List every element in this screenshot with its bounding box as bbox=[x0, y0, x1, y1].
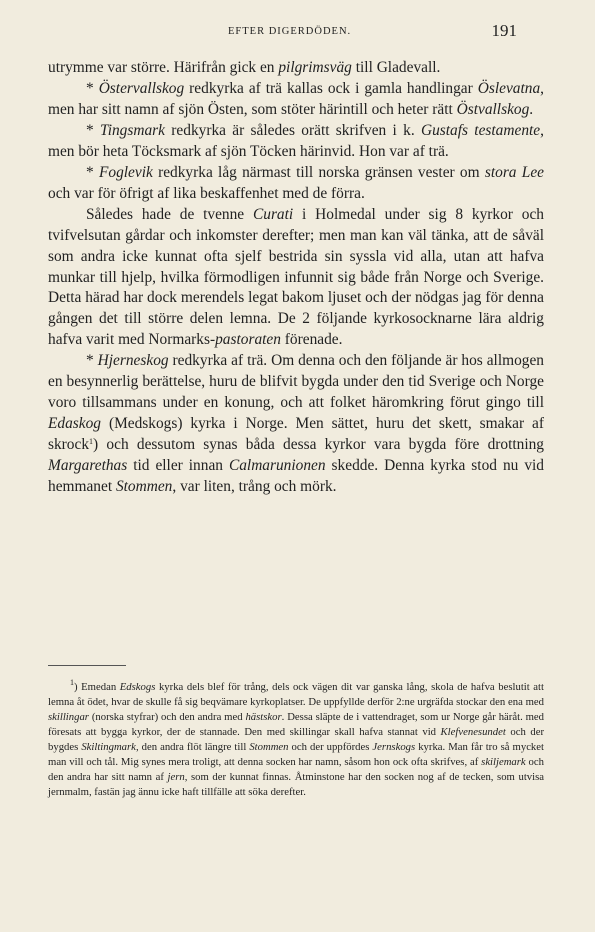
text-run: kyrka dels blef för trång, dels ock vägen dit var ganska lång, skola de hafva beslutit att lemna åt ödet, hvar de skulle få sig beqvämare kyrkoplatser. De uppfyllde derför 2:ne urgräfda stockar den ena med bbox=[48, 681, 544, 708]
text-run: kyrka. Man får tro så mycket man vill och tål. Mig synes mera troligt, att denna socken har namn, såsom hon ock ofta skrifves, af bbox=[48, 741, 544, 768]
paragraph bbox=[48, 163, 544, 205]
italic-text: pilgrimsväg bbox=[278, 59, 352, 76]
italic-text: Klefvenesundet bbox=[440, 726, 506, 738]
text-run: ) och dessutom synas båda dessa kyrkor vara bygda före drottning bbox=[93, 436, 544, 454]
text-run: i Holmedal under sig 8 kyrkor och tvifvelsutan gårdar och inkomster derefter; men man kan väl tänka, att de såväl som andra icke kunnat ofta sjelf bestrida sin syssla vid alla, utan att hafva munkar till hjelp, hvilka förmodligen infunnit sig både från Norge och Sverige. Detta härad har dock merendels legat bakom ljuset och der nödgas jag för denna gången det till större delen lemna. De 2 följande kyrkosocknarne lära aldrig hafva varit med Normarks- bbox=[48, 205, 544, 349]
text-run: * bbox=[86, 352, 98, 370]
text-run: till Gladevall. bbox=[351, 59, 441, 76]
italic-text: Jernskogs bbox=[372, 741, 416, 753]
body-text bbox=[48, 58, 544, 498]
italic-text: Stommen bbox=[115, 478, 173, 496]
text-run: , men har sitt namn af sjön Östen, som stöter härintill och heter rätt bbox=[48, 79, 544, 118]
paragraph bbox=[48, 205, 544, 352]
italic-text: Curati bbox=[252, 205, 294, 223]
text-run: (Medskogs) kyrka i Norge. Men sättet, huru det skett, smakar af skrock bbox=[48, 415, 544, 454]
italic-text: Östvallskog bbox=[456, 100, 530, 118]
italic-text: Hjerneskog bbox=[97, 352, 169, 370]
italic-text: Gustafs testamente bbox=[420, 121, 541, 139]
italic-text: skillingar bbox=[48, 711, 89, 723]
text-run: * bbox=[86, 121, 100, 139]
footnote bbox=[48, 680, 544, 800]
paragraph bbox=[48, 121, 544, 163]
text-run: och var för öfrigt af lika beskaffenhet med de förra. bbox=[48, 184, 365, 202]
footnote-marker: 1 bbox=[89, 437, 94, 447]
italic-text: jern bbox=[167, 771, 185, 783]
italic-text: Skiltingmark bbox=[81, 741, 136, 753]
italic-text: Edaskog bbox=[48, 415, 102, 433]
text-run: redkyrka låg närmast till norska gränsen vester om bbox=[152, 163, 485, 181]
paragraph bbox=[48, 58, 544, 79]
text-run: * bbox=[86, 79, 99, 97]
text-run: , var liten, trång och mörk. bbox=[172, 478, 337, 496]
text-run: * bbox=[86, 163, 99, 181]
text-run: tid eller innan bbox=[127, 457, 229, 475]
italic-text: stora Lee bbox=[484, 163, 544, 181]
footnote-text bbox=[48, 680, 544, 800]
text-run: och der uppfördes bbox=[288, 741, 373, 753]
paragraph bbox=[48, 79, 544, 121]
text-run: redkyrka är således orätt skrifven i k. bbox=[165, 121, 421, 139]
paragraph bbox=[48, 351, 544, 498]
text-run: ) Emedan bbox=[74, 681, 120, 693]
footnote-divider bbox=[48, 665, 126, 666]
text-run: och der bygdes bbox=[48, 726, 544, 753]
italic-text: Calmarunionen bbox=[228, 457, 326, 475]
italic-text: pastoraten bbox=[215, 331, 281, 349]
text-run: (norska styfrar) och den andra med bbox=[88, 711, 246, 723]
text-run: redkyrka af trä kallas ock i gamla handlingar bbox=[184, 79, 478, 97]
text-run: skedde. Denna kyrka stod nu vid hemmanet bbox=[48, 457, 544, 496]
italic-text: Tingsmark bbox=[100, 121, 165, 139]
italic-text: Margarethas bbox=[48, 457, 128, 475]
italic-text: Öslevatna bbox=[477, 79, 541, 97]
text-run: Således hade de tvenne bbox=[86, 205, 253, 223]
text-run: , den andra flöt längre till bbox=[135, 741, 250, 753]
text-run: , som der kunnat finnas. Åtminstone har den socken nog af de tecken, som utvisa jernmalm, fastän jag ännu icke haft tillfälle att söka derefter. bbox=[48, 771, 544, 798]
italic-text: Östervallskog bbox=[98, 79, 185, 97]
text-run: redkyrka af trä. Om denna och den följande är hos allmogen en besynnerlig berättelse, huru de blifvit bygda under den tid Sverige och Norge voro tillsammans under en konung, och att folket häromkring förut gingo till bbox=[48, 352, 544, 412]
italic-text: Foglevik bbox=[98, 163, 153, 181]
text-run: utrymme var större. Härifrån gick en bbox=[48, 59, 279, 76]
page-number: 191 bbox=[491, 21, 517, 40]
text-run: , men bör heta Töcksmark af sjön Töcken härinvid. Hon var af trä. bbox=[48, 121, 544, 160]
running-title: EFTER DIGERDÖDEN. bbox=[228, 26, 352, 37]
italic-text: hästskor bbox=[245, 711, 282, 723]
footnote-marker: 1 bbox=[70, 678, 74, 687]
text-run: och den andra har sitt namn af bbox=[48, 756, 544, 783]
text-run: . Dessa släpte de i vattendraget, som ur Norge går häråt. med föresats att bygga kyrkor, der de stannade. Den med skillingar skall hafva stannat vid bbox=[48, 711, 544, 738]
italic-text: Edskogs bbox=[119, 681, 156, 693]
page-header bbox=[48, 22, 517, 44]
text-run: förenade. bbox=[280, 331, 343, 349]
italic-text: skiljemark bbox=[481, 756, 526, 768]
italic-text: Stommen bbox=[249, 741, 289, 753]
text-run: . bbox=[529, 100, 534, 118]
